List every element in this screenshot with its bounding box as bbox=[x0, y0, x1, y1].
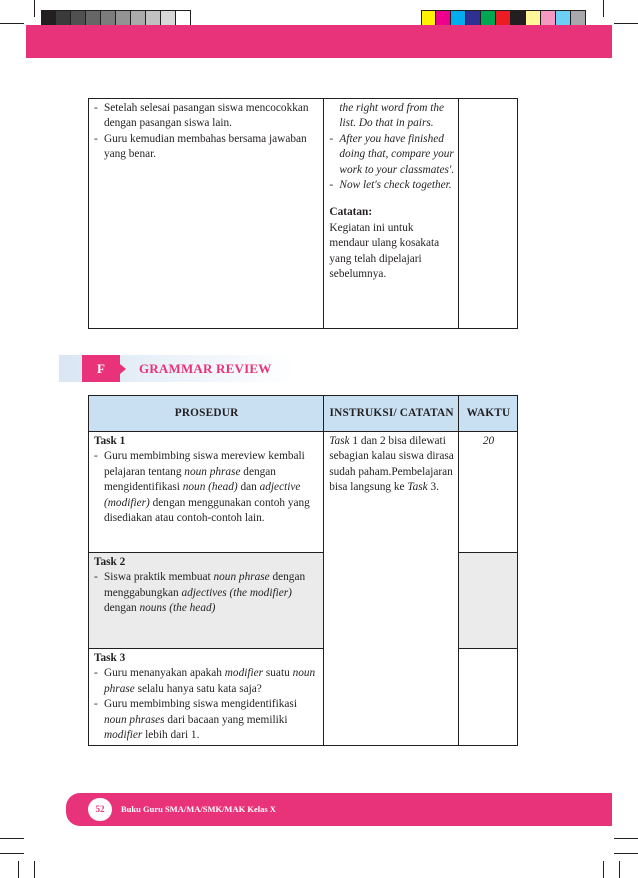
crop-mark bbox=[614, 853, 638, 854]
task1-cell bbox=[89, 432, 324, 553]
arrow-icon bbox=[120, 364, 126, 374]
color-swatch bbox=[101, 10, 116, 26]
color-swatch bbox=[146, 10, 161, 26]
crop-mark bbox=[0, 23, 24, 24]
color-swatch bbox=[556, 10, 571, 26]
color-swatch bbox=[86, 10, 101, 26]
process-color-bar bbox=[421, 10, 586, 26]
section-title: GRAMMAR REVIEW bbox=[139, 361, 272, 376]
color-swatch bbox=[131, 10, 146, 26]
time-cell bbox=[459, 553, 518, 649]
task-title: Task 1 bbox=[94, 435, 126, 447]
color-swatch bbox=[56, 10, 71, 26]
color-swatch bbox=[421, 10, 436, 26]
waktu-cell bbox=[459, 99, 518, 329]
color-swatch bbox=[71, 10, 86, 26]
list-item: - Guru membimbing siswa mereview kembali pelajaran tentang noun phrase dengan mengidentifikasi noun (head) dan adjective (modifier) dengan menggunakan contoh yang disediakan atau contoh-contoh lain. bbox=[94, 449, 319, 526]
task2-cell bbox=[89, 553, 324, 649]
header-waktu: WAKTU bbox=[459, 396, 518, 432]
list-item: - Guru menanyakan apakah modifier suatu noun phrase selalu hanya satu kata saja? bbox=[94, 666, 319, 697]
color-swatch bbox=[41, 10, 56, 26]
grayscale-color-bar bbox=[41, 10, 191, 26]
page-number: 52 bbox=[88, 798, 112, 821]
color-swatch bbox=[176, 10, 191, 26]
header-prosedur: PROSEDUR bbox=[89, 396, 324, 432]
color-swatch bbox=[481, 10, 496, 26]
color-swatch bbox=[451, 10, 466, 26]
crop-mark bbox=[0, 838, 24, 839]
crop-mark bbox=[619, 861, 620, 878]
instruksi-cell bbox=[324, 99, 459, 329]
list-item: - Guru kemudian membahas bersama jawaban yang benar. bbox=[94, 132, 319, 163]
book-title: Buku Guru SMA/MA/SMK/MAK Kelas X bbox=[121, 804, 276, 814]
crop-mark bbox=[18, 861, 19, 878]
crop-mark bbox=[603, 0, 604, 17]
list-item: - Siswa praktik membuat noun phrase dengan menggabungkan adjectives (the modifier) dengan nouns (the head) bbox=[94, 570, 319, 616]
continued-table bbox=[88, 98, 518, 329]
color-swatch bbox=[161, 10, 176, 26]
grammar-review-table bbox=[88, 395, 518, 746]
list-item: - Guru membimbing siswa mengidentifikasi noun phrases dari bacaan yang memiliki modifier lebih dari 1. bbox=[94, 697, 319, 743]
note-title: Catatan: bbox=[329, 206, 373, 219]
instruction-text: the right word from the list. Do that in pairs. bbox=[339, 102, 445, 130]
note-text: Task 1 dan 2 bisa dilewati sebagian kalau siswa dirasa sudah paham.Pembelajaran bisa langsung ke Task 3. bbox=[329, 435, 454, 494]
section-letter: F bbox=[82, 355, 120, 382]
header-instruksi: INSTRUKSI/ CATATAN bbox=[324, 396, 459, 432]
time-value: 20 bbox=[459, 432, 518, 553]
instruction-text: - Now let's check together. bbox=[329, 178, 454, 193]
crop-mark bbox=[0, 853, 24, 854]
color-swatch bbox=[436, 10, 451, 26]
task-title: Task 3 bbox=[94, 652, 126, 664]
note-text: Kegiatan ini untuk mendaur ulang kosakata yang telah dipelajari sebelumnya. bbox=[329, 221, 440, 281]
color-swatch bbox=[466, 10, 481, 26]
prosedur-cell bbox=[89, 99, 324, 329]
crop-mark bbox=[614, 838, 638, 839]
color-swatch bbox=[541, 10, 556, 26]
color-swatch bbox=[496, 10, 511, 26]
task3-cell bbox=[89, 649, 324, 746]
time-cell bbox=[459, 649, 518, 746]
color-swatch bbox=[571, 10, 586, 26]
instruction-text: - After you have finished doing that, compare your work to your classmates'. bbox=[329, 132, 454, 178]
crop-mark bbox=[603, 861, 604, 878]
task-title: Task 2 bbox=[94, 556, 126, 568]
list-item: - Setelah selesai pasangan siswa mencocokkan dengan pasangan siswa lain. bbox=[94, 101, 319, 132]
crop-mark bbox=[34, 0, 35, 17]
color-swatch bbox=[116, 10, 131, 26]
note-cell bbox=[324, 432, 459, 746]
crop-mark bbox=[614, 23, 638, 24]
color-swatch bbox=[526, 10, 541, 26]
crop-mark bbox=[34, 861, 35, 878]
color-swatch bbox=[511, 10, 526, 26]
header-band bbox=[26, 25, 612, 58]
